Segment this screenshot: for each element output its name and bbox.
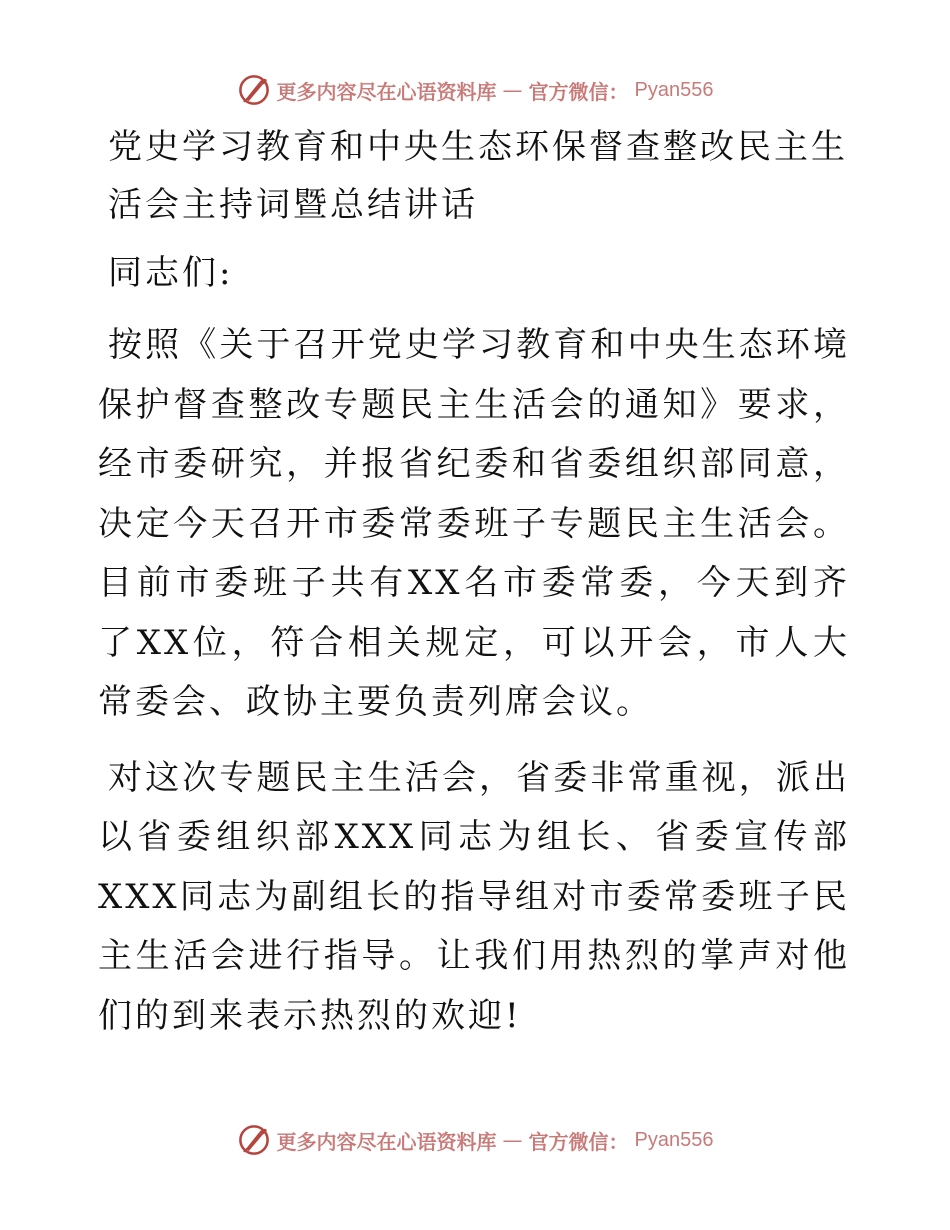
quill-pen-logo-icon — [237, 73, 271, 107]
banner-dash: — — [502, 78, 523, 102]
banner-dash: — — [502, 1128, 523, 1152]
paragraph-2: 对这次专题民主生活会，省委非常重视，派出以省委组织部XXX同志为组长、省委宣传部XXX同志为副组长的指导组对市委常委班子民主生活会进行指导。让我们用热烈的掌声对他们的到来表示热烈的欢迎! — [98, 757, 850, 1036]
banner-slogan: 更多内容尽在心语资料库 — [276, 1129, 497, 1154]
header-banner — [0, 70, 950, 110]
paragraph-1: 按照《关于召开党史学习教育和中央生态环境保护督查整改专题民主生活会的通知》要求，经市委研究，并报省纪委和省委组织部同意，决定今天召开市委常委班子专题民主生活会。目前市委班子共有XX名市委常委，今天到齐了XX位，符合相关规定，可以开会，市人大常委会、政协主要负责列席会议。 — [98, 325, 850, 722]
banner-wechat-id: Pyan556 — [634, 78, 714, 101]
quill-pen-logo-icon — [237, 1123, 271, 1157]
footer-banner — [0, 1120, 950, 1160]
banner-wechat-id: Pyan556 — [634, 1128, 714, 1151]
banner-wechat-label: 官方微信： — [528, 79, 629, 104]
document-body — [98, 118, 850, 1062]
banner-wechat-label: 官方微信： — [528, 1129, 629, 1154]
banner-slogan: 更多内容尽在心语资料库 — [276, 79, 497, 104]
document-title: 党史学习教育和中央生态环保督查整改民主生活会主持词暨总结讲话 — [108, 127, 848, 225]
greeting: 同志们: — [108, 253, 234, 293]
